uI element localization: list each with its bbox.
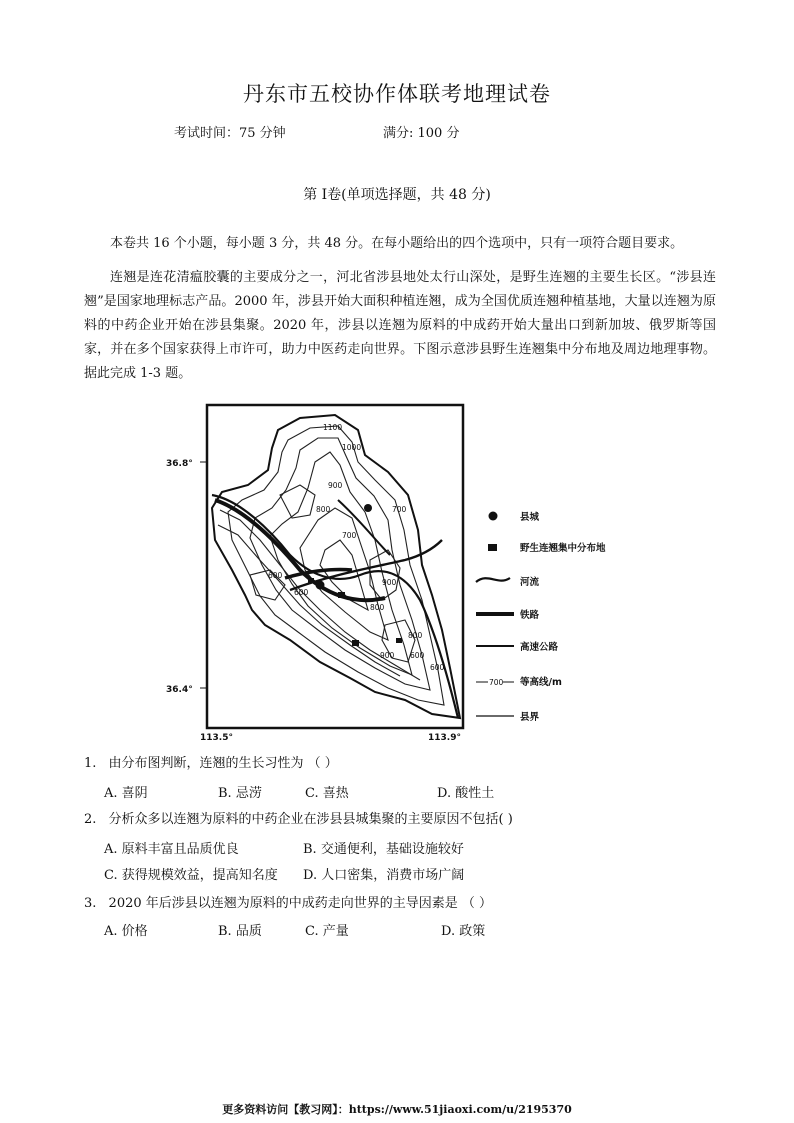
option-3c[interactable]: C. 产量: [305, 924, 349, 939]
legend-river-icon: [476, 578, 510, 582]
latitude-label-top: 36.8°: [166, 459, 193, 469]
legend-contour: 等高线/m: [520, 677, 562, 688]
map-legend: [476, 511, 606, 723]
contour-label: 900: [382, 578, 397, 587]
option-3b[interactable]: B. 品质: [218, 924, 262, 939]
contour-label: 800: [370, 603, 385, 612]
contour-label: 900: [380, 651, 395, 660]
legend-railway: 铁路: [520, 610, 540, 621]
contour-label: 600: [410, 651, 425, 660]
question-3: [84, 892, 492, 911]
exam-time: 考试时间：75 分钟: [174, 126, 286, 141]
question-stem: 由分布图判断，连翘的生长习性为 （ ）: [108, 756, 338, 771]
legend-river: 河流: [520, 577, 540, 588]
county-town-marker: [364, 504, 372, 512]
contour-label: 600: [430, 663, 445, 672]
contour-label: 1100: [323, 423, 343, 432]
passage: 连翘是连花清瘟胶囊的主要成分之一，河北省涉县地处太行山深处，是野生连翘的主要生长区。“涉县连翘”是国家地理标志产品。2000 年，涉县开始大面积种植连翘，成为全国优质连翘种植基地，大量以连翘为原料的中药企业开始在涉县集聚。2020 年，涉县以连翘为原料的中成药开始大量出口到新加坡、俄罗斯等国家，并在多个国家获得上市许可，助力中医药走向世界。下图示意涉县野生连翘集中分布地及周边地理事物。据此完成 1-3 题。: [84, 270, 716, 381]
instructions: 本卷共 16 个小题，每小题 3 分，共 48 分。在每小题给出的四个选项中，只有一项符合题目要求。: [110, 236, 684, 251]
question-number: 2.: [84, 812, 97, 827]
option-3a[interactable]: A. 价格: [104, 924, 148, 939]
forsythia-distribution-map: [160, 400, 640, 745]
map-figure: [160, 400, 640, 745]
page-title: 丹东市五校协作体联考地理试卷: [243, 82, 551, 106]
question-number: 3.: [84, 896, 97, 911]
option-1c[interactable]: C. 喜热: [305, 786, 349, 801]
option-2d[interactable]: D. 人口密集，消费市场广阔: [303, 868, 465, 883]
legend-wild-forsythia: 野生连翘集中分布地: [520, 543, 606, 554]
contour-label: 900: [328, 481, 343, 490]
question-stem: 分析众多以连翘为原料的中药企业在涉县县城集聚的主要原因不包括( ): [108, 812, 513, 827]
question-2: [84, 808, 513, 827]
latitude-label-bottom: 36.4°: [166, 685, 193, 695]
contour-label: 800: [316, 505, 331, 514]
contour-label: 800: [408, 631, 423, 640]
contour-label: 700: [392, 505, 407, 514]
option-2c[interactable]: C. 获得规模效益，提高知名度: [104, 868, 278, 883]
question-stem: 2020 年后涉县以连翘为原料的中成药走向世界的主导因素是 （ ）: [108, 896, 493, 911]
legend-highway: 高速公路: [520, 642, 559, 653]
legend-county-town: 县城: [520, 512, 540, 523]
county-town-marker: [316, 581, 325, 590]
option-1b[interactable]: B. 忌涝: [218, 786, 262, 801]
option-1d[interactable]: D. 酸性土: [437, 786, 495, 801]
legend-contour-value: 700: [489, 678, 504, 687]
legend-county-town-icon: [489, 512, 498, 521]
option-1a[interactable]: A. 喜阴: [104, 786, 148, 801]
contour-label: 600: [268, 571, 283, 580]
full-score: 满分: 100 分: [383, 126, 460, 141]
contour-label: 600: [294, 588, 309, 597]
longitude-label-left: 113.5°: [200, 733, 233, 743]
contour-label: 1000: [342, 443, 362, 452]
contour-value-labels: [268, 423, 445, 672]
legend-county-border: 县界: [520, 712, 540, 723]
option-2b[interactable]: B. 交通便利，基础设施较好: [303, 842, 464, 857]
contour-label: 700: [342, 531, 357, 540]
option-2a[interactable]: A. 原料丰富且品质优良: [104, 842, 239, 857]
footer-link[interactable]: 更多资料访问【教习网】：https://www.51jiaoxi.com/u/2195370: [222, 1103, 572, 1116]
section-title: 第 Ⅰ卷(单项选择题，共 48 分): [303, 187, 491, 203]
contour-lines: [218, 426, 444, 705]
question-number: 1.: [84, 756, 97, 771]
option-3d[interactable]: D. 政策: [441, 924, 486, 939]
legend-forsythia-icon: [488, 544, 497, 551]
question-1: [84, 752, 338, 771]
longitude-label-right: 113.9°: [428, 733, 461, 743]
